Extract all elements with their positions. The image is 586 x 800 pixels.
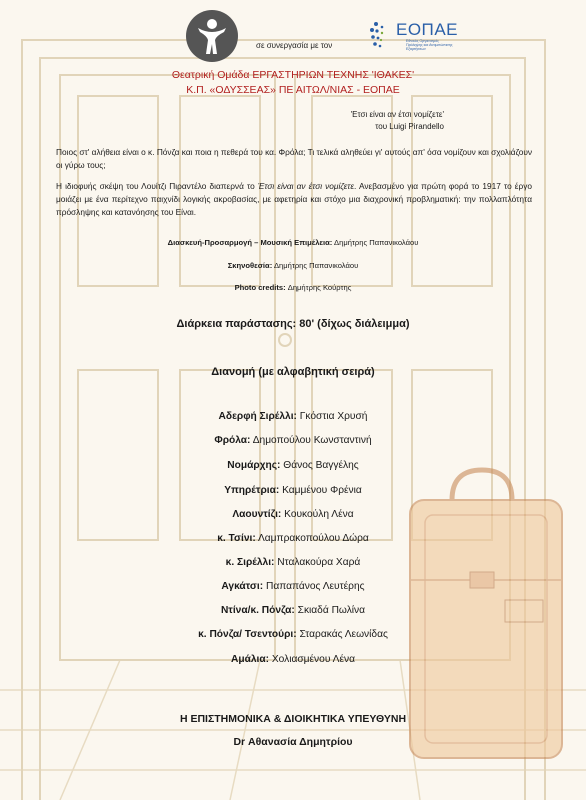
intro-play-title-italic: Έτσι είναι αν έτσι νομίζετε [257, 181, 355, 191]
organization-line-1: Θεατρική Ομάδα ΕΡΓΑΣΤΗΡΙΩΝ ΤΕΧΝΗΣ 'ΙΘΑΚΕΣ' [171, 69, 415, 81]
performance-duration: Διάρκεια παράστασης: 80' (δίχως διάλειμμα) [176, 318, 410, 330]
cast-role: κ. Τσίνι: [217, 533, 256, 544]
cast-row [0, 485, 586, 496]
play-author: του Luigi Pirandello [375, 122, 444, 131]
cast-actor: Σκιαδά Πωλίνα [294, 605, 366, 616]
credit-name: Δημήτρης Παπανικολάου [332, 238, 419, 247]
cast-role: Νομάρχης: [227, 460, 281, 471]
eopae-name: ΕΟΠΑΕ [396, 20, 459, 39]
cast-actor: Παπαπάνος Λευτέρης [263, 581, 365, 592]
credit-role: Διασκευή-Προσαρμογή – Μουσική Επιμέλεια: [167, 238, 333, 247]
cast-role: Υπηρέτρια: [224, 485, 280, 496]
cast-heading: Διανομή (με αλφαβητική σειρά) [211, 366, 375, 378]
cast-actor: Θάνος Βαγγέλης [280, 460, 359, 471]
eopae-logo-icon [368, 18, 398, 52]
play-title: 'Ετσι είναι αν έτσι νομίζετε' [350, 110, 444, 119]
cast-row [0, 557, 586, 568]
cast-row [0, 629, 586, 640]
credit-name: Δημήτρης Παπανικολάου [272, 261, 359, 270]
credit-direction [0, 261, 586, 270]
cast-row [0, 533, 586, 544]
credit-role: Σκηνοθεσία: [227, 261, 273, 270]
cast-role: Αγκάτσι: [221, 581, 264, 592]
cast-row [0, 581, 586, 592]
intro-paragraph-2 [56, 180, 532, 219]
cast-actor: Σταρακάς Λεωνίδας [296, 629, 388, 640]
cast-actor: Δημοπούλου Κωνσταντινή [250, 435, 372, 446]
supervisor-title: Η ΕΠΙΣΤΗΜΟΝΙΚΑ & ΔΙΟΙΚΗΤΙΚΑ ΥΠΕΥΘΥΝΗ [179, 713, 407, 725]
cast-row [0, 509, 586, 520]
supervisor-name: Dr Αθανασία Δημητρίου [233, 736, 353, 748]
figure-icon [186, 10, 238, 62]
theatre-group-logo [186, 10, 238, 62]
cast-row [0, 460, 586, 471]
cast-actor: Χολιασμένου Λένα [269, 654, 355, 665]
cast-row [0, 605, 586, 616]
cast-actor: Νταλακούρα Χαρά [274, 557, 361, 568]
credit-adaptation [0, 238, 586, 247]
cast-row [0, 435, 586, 446]
collaboration-text: σε συνεργασία με τον [256, 41, 333, 50]
cast-actor: Λαμπρακοπούλου Δώρα [255, 533, 369, 544]
cast-role: Λαουντίζι: [232, 509, 282, 520]
cast-role: Αδερφή Σιρέλλι: [218, 411, 297, 422]
eopae-subtitle: Εθνικός Οργανισμός Πρόληψης και Αντιμετώπισης Εξαρτήσεων [406, 39, 453, 52]
intro-paragraph-2-end: . Ανεβασμένο για πρώτη φορά το 1917 το έργο μοιάζει με ένα περίτεχνο παιχνίδι λογικής ακροβασίας, με αφετηρία και στόχο μια διαχρονική προβληματική: την πολλαπλότητα πρόσληψης και κατανόησης του Είναι. [56, 181, 532, 217]
cast-actor: Γκόστια Χρυσή [296, 411, 368, 422]
cast-actor: Καμμένου Φρένια [279, 485, 362, 496]
cast-role: Φρόλα: [214, 435, 251, 446]
cast-role: Ντίνα/κ. Πόνζα: [220, 605, 295, 616]
cast-row [0, 411, 586, 422]
cast-actor: Κουκούλη Λένα [281, 509, 354, 520]
organization-line-2: Κ.Π. «ΟΔΥΣΣΕΑΣ» ΠΕ ΑΙΤΩΛ/ΝΙΑΣ - ΕΟΠΑΕ [186, 84, 400, 96]
credit-name: Δημήτρης Κούρτης [285, 283, 352, 292]
intro-paragraph-1: Ποιος στ' αλήθεια είναι ο κ. Πόνζα και ποια η πεθερά του κα. Φρόλα; Τι τελικά αληθεύει γι' αυτούς απ' όσα νομίζουν και σχολιάζουν οι γύρω τους; [56, 147, 532, 170]
cast-role: Αμάλια: [231, 654, 270, 665]
cast-role: κ. Πόνζα/ Τσεντούρι: [198, 629, 297, 640]
credit-role: Photo credits: [234, 283, 286, 292]
cast-row [0, 654, 586, 665]
credit-photo [0, 283, 586, 292]
intro-paragraph-2-start: Η ιδιοφυής σκέψη του Λουίτζι Πιραντέλο διαπερνά το [56, 181, 258, 191]
cast-role: κ. Σιρέλλι: [225, 557, 275, 568]
